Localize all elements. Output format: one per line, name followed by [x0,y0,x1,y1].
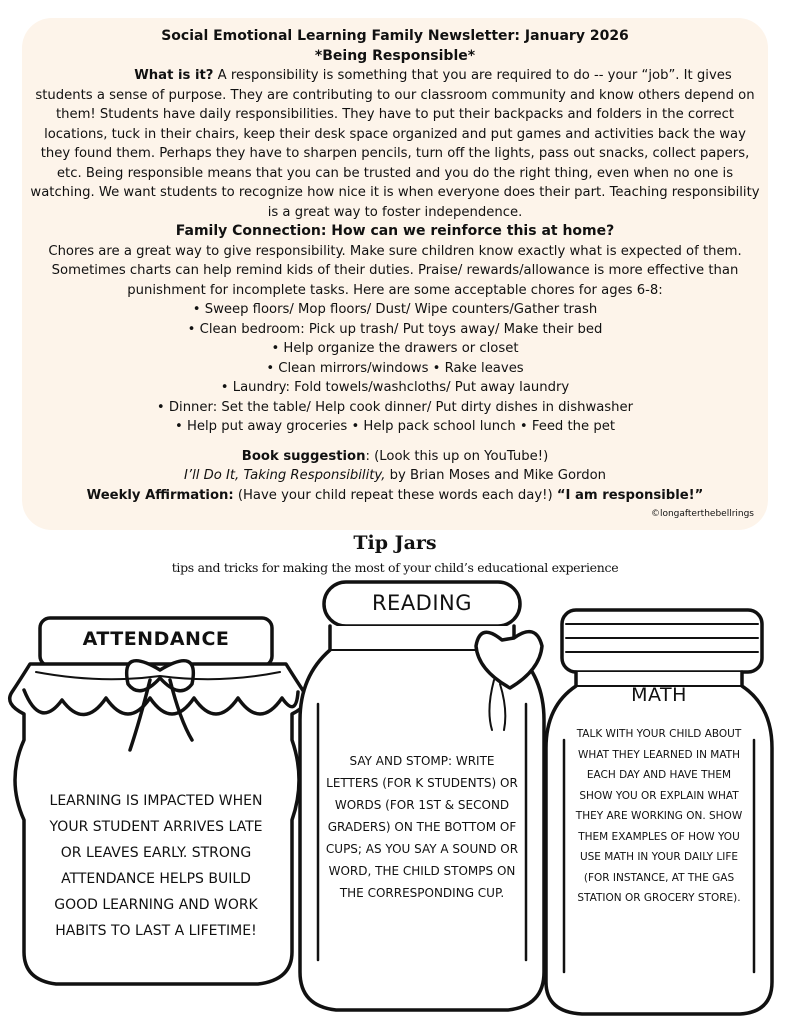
affirmation-quote: “I am responsible!” [556,487,704,503]
book-suggestion-label: Book suggestion [241,448,366,464]
what-is-it-label: What is it? [134,68,214,83]
what-is-it-text: A responsibility is something that you are required to do -- your “job”. It gives students a sense of purpose. They are contributing to our classroom community and know others depend on them! Students have daily responsibilities. They have to put their backpacks and folders in the correct locations, tuck in their chairs, keep their desk space organized and put games and activities back the way they found them. Perhaps they have to sharpen pencils, turn off the lights, pass out snacks, collect papers, etc. Being responsible means that you can be trusted and you do the right thing, even when no one is watching. We want students to recognize how nice it is when everyone does their part. Teaching responsibility is a great way to foster independence. [30,68,760,220]
chore-item: • Clean bedroom: Pick up trash/ Put toys away/ Make their bed [187,321,603,337]
tip-jars-title: Tip Jars [353,532,437,554]
chore-item: • Clean mirrors/windows • Rake leaves [266,360,524,376]
chore-item: • Help organize the drawers or closet [271,341,519,356]
reading-jar-label: READING [371,591,473,615]
attendance-tip-text: LEARNING IS IMPACTED WHEN YOUR STUDENT ARRIVES LATE OR LEAVES EARLY. STRONG ATTENDANCE HELPS BUILD GOOD LEARNING AND WORK HABITS TO LAST A LIFETIME! [49,793,263,939]
chore-item: • Dinner: Set the table/ Help cook dinner/ Put dirty dishes in dishwasher [156,399,634,415]
book-suggestion-note: : (Look this up on YouTube!) [365,448,549,464]
chore-item: • Laundry: Fold towels/washcloths/ Put away laundry [220,380,570,395]
chore-item: • Sweep floors/ Mop floors/ Dust/ Wipe counters/Gather trash [192,302,598,317]
chore-item: • Help put away groceries • Help pack school lunch • Feed the pet [175,419,615,434]
family-connection-text: Chores are a great way to give responsibility. Make sure children know exactly what is expected of them. Sometimes charts can help remind kids of their duties. Praise/ rewards/allowance is more effective than punishment for incomplete tasks. Here are some acceptable chores for ages 6-8: [48,243,742,298]
affirmation-label: Weekly Affirmation: [86,487,234,503]
math-jar-label: MATH [631,684,687,706]
newsletter-panel [22,18,768,530]
affirmation-note: (Have your child repeat these words each day!) [233,487,557,503]
newsletter-title: Social Emotional Learning Family Newsletter: January 2026 [161,28,629,44]
weekly-affirmation [28,486,762,506]
attendance-jar-label: ATTENDANCE [82,628,230,650]
reading-tip-text: SAY AND STOMP: WRITE LETTERS (FOR K STUDENTS) OR WORDS (FOR 1ST & SECOND GRADERS) ON THE BOTTOM OF CUPS; AS YOU SAY A SOUND OR WORD, THE CHILD STOMPS ON THE CORRESPONDING CUP. [325,754,519,900]
book-suggestion [28,447,762,467]
book-authors: by Brian Moses and Mike Gordon [385,468,607,483]
math-tip-text: TALK WITH YOUR CHILD ABOUT WHAT THEY LEARNED IN MATH EACH DAY AND HAVE THEM SHOW YOU OR EXPLAIN WHAT THEY ARE WORKING ON. SHOW THEM EXAMPLES OF HOW YOU USE MATH IN YOUR DAILY LIFE (FOR INSTANCE, AT THE GAS STATION OR GROCERY STORE). [575,728,743,904]
book-reference [28,466,762,486]
what-is-it-paragraph [28,66,762,222]
chores-list [28,300,762,437]
tip-jars-subtitle: tips and tricks for making the most of your child’s educational experience [171,560,619,575]
copyright-text: ©longafterthebellrings [650,509,754,519]
newsletter-subtitle: *Being Responsible* [314,47,476,64]
book-title: I’ll Do It, Taking Responsibility, [183,468,386,483]
family-connection-heading: Family Connection: How can we reinforce this at home? [175,223,615,239]
